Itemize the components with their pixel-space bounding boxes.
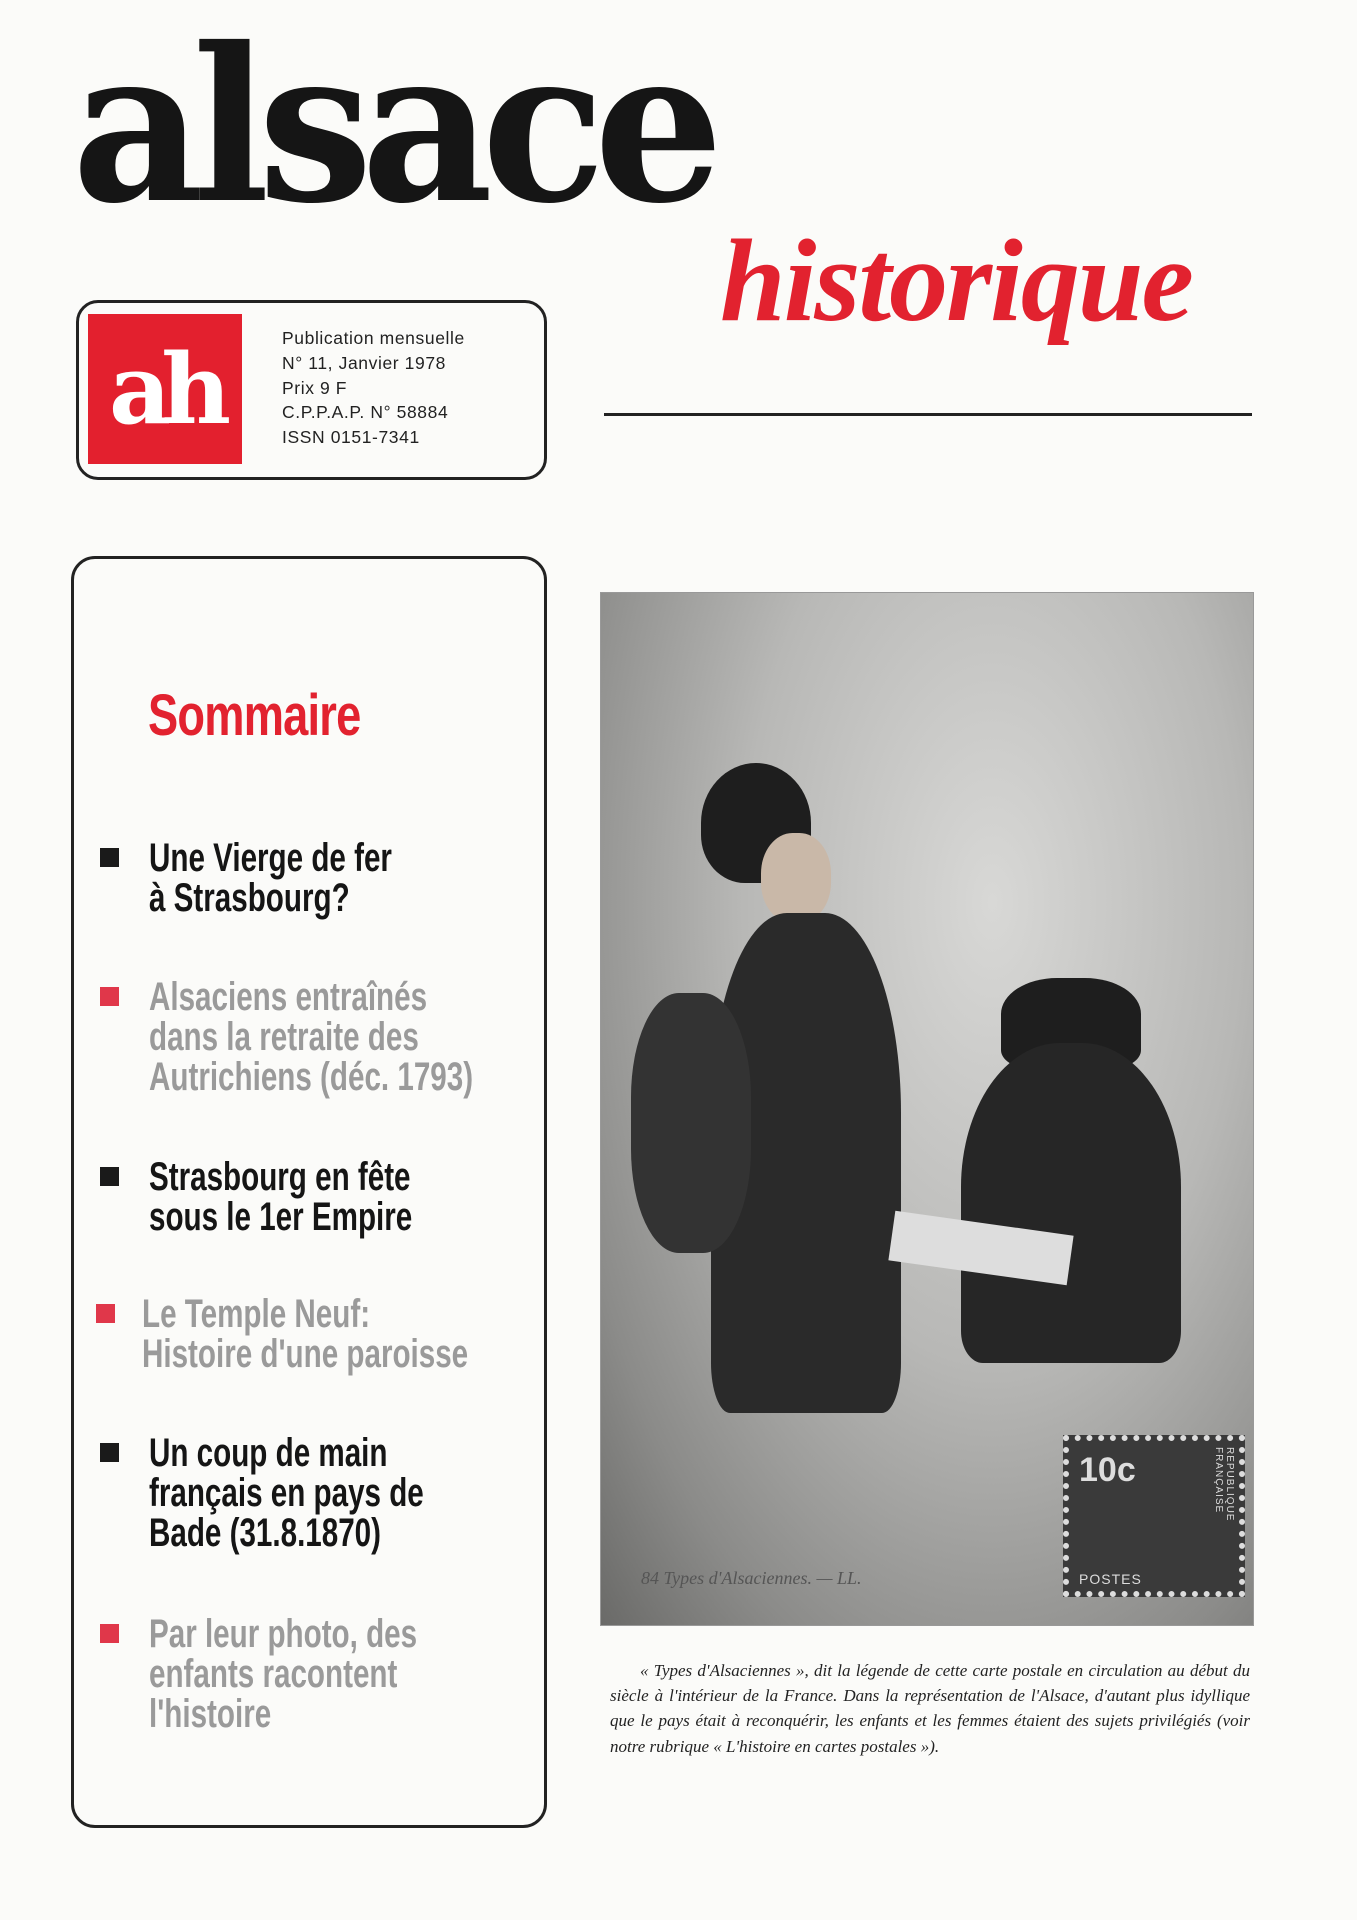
- masthead-title: alsace: [72, 1, 712, 250]
- bullet-icon: [100, 1167, 119, 1186]
- divider: [604, 413, 1252, 416]
- info-line: ISSN 0151-7341: [282, 427, 420, 448]
- bullet-icon: [100, 1443, 119, 1462]
- photo-caption: « Types d'Alsaciennes », dit la légende de cette carte postale en circulation au début du siècle à l'intérieur de la France. Dans la représentation de l'Alsace, d'autant plus idyllique que le pays était à reconquérir, les enfants et les femmes étaient des sujets privilégiés (voir notre rubrique « L'histoire en cartes postales »).: [610, 1661, 1250, 1756]
- girl-figure: [961, 1043, 1181, 1363]
- contents-title: Sommaire: [148, 683, 361, 748]
- bullet-icon: [100, 987, 119, 1006]
- info-line: Prix 9 F: [282, 377, 348, 398]
- bullet-icon: [96, 1304, 115, 1323]
- publication-info: [282, 326, 465, 450]
- face-shape: [761, 833, 831, 923]
- bullet-icon: [100, 1624, 119, 1643]
- postcard-caption: 84 Types d'Alsaciennes. — LL.: [641, 1568, 862, 1588]
- bullet-icon: [100, 848, 119, 867]
- postage-stamp: 10c POSTES REPUBLIQUE FRANÇAISE: [1063, 1435, 1245, 1597]
- ah-logo: ah: [88, 314, 242, 464]
- info-line: N° 11, Janvier 1978: [282, 352, 446, 373]
- info-line: C.P.P.A.P. N° 58884: [282, 402, 449, 423]
- masthead-subtitle: historique: [720, 215, 1192, 346]
- cover-photo: [600, 592, 1254, 1626]
- child-figure: [631, 993, 751, 1253]
- info-line: Publication mensuelle: [282, 328, 465, 348]
